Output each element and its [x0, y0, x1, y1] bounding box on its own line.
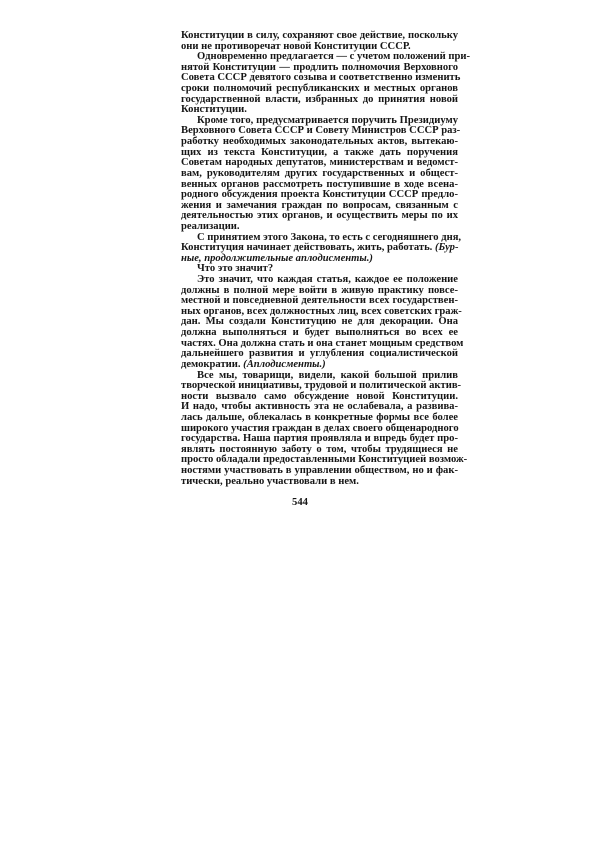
page-number: 544 — [292, 497, 308, 508]
text-line-content: И надо, чтобы активность эта не ослабевала, а развива- — [181, 401, 458, 413]
text-line-content: местной и повседневной деятельности всех государствен- — [181, 295, 458, 307]
text-line-content: Конституции в силу, сохраняют свое действие, поскольку — [181, 30, 458, 41]
text-line-content: Советам народных депутатов, министерствам и ведомст- — [181, 157, 458, 169]
text-line-content: Кроме того, предусматривается поручить Президиуму — [197, 114, 458, 126]
text-line-content: ности вызвало само обсуждение новой Конституции. — [181, 390, 458, 402]
text-line-content: реализации. — [181, 220, 240, 232]
text-line-content: щих из текста Конституции, а также дать поручения — [181, 146, 458, 158]
text-line-content: Все мы, товарищи, видели, какой большой прилив — [197, 369, 458, 381]
text-line-content: Это значит, что каждая статья, каждое ее положение — [197, 274, 458, 286]
text-line-content: просто обладали предоставленными Конституцией возмож- — [181, 454, 468, 466]
text-line-content: работку необходимых законодательных актов, вытекаю- — [181, 136, 458, 148]
text-line-content: они не противоречат новой Конституции СССР. — [181, 40, 411, 52]
text-line-content: дальнейшего развития и углубления социалистической — [181, 348, 458, 360]
text-line-content: ностями участвовать в управлении обществом, но и фак- — [181, 464, 458, 476]
stage-direction: (Аплодисменты.) — [243, 358, 326, 370]
text-line-content: лась дальше, облекалась в конкретные формы все более — [181, 411, 458, 423]
text-line-content: вам, руководителям других государственных и общест- — [181, 167, 458, 179]
text-line-content: государственной власти, избранных до принятия новой — [181, 93, 458, 105]
stage-direction: (Бур- — [434, 242, 459, 254]
text-line-content: сроки полномочий республиканских и местных органов — [181, 83, 458, 95]
text-line-content: творческой инициативы, трудовой и политической актив- — [181, 380, 462, 392]
body-text — [181, 30, 471, 487]
text-line-content: С принятием этого Закона, то есть с сегодняшнего дня, — [197, 231, 462, 243]
text-line-content: ных органов, всех должностных лиц, всех советских граж- — [181, 305, 462, 317]
text-line-content: Совета СССР девятого созыва и соответственно изменить — [181, 72, 461, 84]
text-line-content: государства. Наша партия проявляла и впредь будет про- — [181, 433, 458, 445]
text-line-content: должна выполняться и будет выполняться во всех ее — [181, 327, 458, 339]
text-line-content: Верховного Совета СССР и Совету Министров СССР раз- — [181, 125, 461, 137]
text-line-content: должны в полной мере войти в живую практику повсе- — [181, 284, 458, 296]
text-line-content: частях. Она должна стать и она станет мощным средством — [181, 337, 464, 349]
text-line-content: деятельностью этих органов, и осуществить меры по их — [181, 210, 458, 222]
text-line-content: Что это значит? — [197, 263, 274, 275]
text-line-content: являть постоянную заботу о том, чтобы трудящиеся не — [181, 443, 458, 455]
stage-direction: ные, продолжительные аплодисменты.) — [181, 252, 373, 264]
text-line — [181, 477, 458, 488]
text-line-content: венных органов рассмотреть поступившие в ходе всена- — [181, 178, 458, 190]
text-line-content: нятой Конституции — продлить полномочия Верховного — [181, 61, 458, 73]
text-line-content: жения и замечания граждан по вопросам, связанным с — [181, 199, 458, 211]
text-line-content: широкого участия граждан в делах своего общенародного — [181, 422, 459, 434]
text-line-content: дан. Мы создали Конституцию не для декорации. Она — [181, 316, 458, 328]
text-line-content: Одновременно предлагается — с учетом положений при- — [197, 51, 471, 63]
text-line-content: Конституция начинает действовать, жить, работать. — [181, 242, 435, 254]
text-line-content: родного обсуждения проекта Конституции СССР предло- — [181, 189, 458, 201]
text-line-content: демократии. — [181, 358, 244, 370]
text-line-content: тически, реально участвовали в нем. — [181, 475, 359, 487]
text-line-content: Конституции. — [181, 104, 247, 116]
